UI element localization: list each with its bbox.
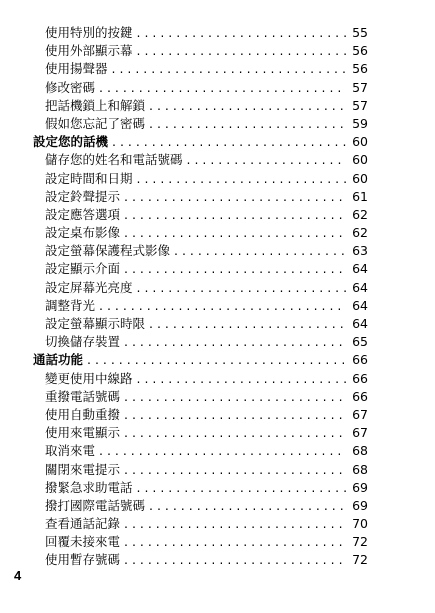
toc-entry [33,242,368,260]
toc-entry-page: 67 [352,425,368,441]
dot-leader [137,42,346,60]
toc-entry [33,497,368,515]
toc-entry-title: 設定您的話機 [33,134,109,150]
dot-leader [112,60,346,78]
toc-entry [33,315,368,333]
toc-entry-title: 把話機鎖上和解鎖 [45,97,146,113]
toc-entry-title: 查看通話記錄 [45,516,121,532]
toc-entry-title: 變更使用中線路 [45,370,133,386]
toc-entry [33,279,368,297]
dot-leader [174,242,346,260]
toc-entry [33,97,368,115]
dot-leader [124,260,346,278]
toc-entry-page: 72 [352,552,368,568]
toc-entry-page: 65 [352,334,368,350]
toc-entry [33,151,368,169]
toc-entry [33,260,368,278]
toc-entry-page: 68 [352,443,368,459]
toc-entry-page: 56 [352,61,368,77]
toc-entry [33,297,368,315]
toc-entry-page: 60 [352,134,368,150]
toc-entry-title: 設定應答選項 [45,206,121,222]
dot-leader [124,206,346,224]
toc-entry [33,370,368,388]
toc-entry-title: 使用自動重撥 [45,406,121,422]
toc-entry-page: 57 [352,97,368,113]
toc-entry [33,206,368,224]
dot-leader [149,497,346,515]
toc-entry-title: 調整背光 [45,297,96,313]
toc-section-heading [33,133,368,151]
toc-entry [33,224,368,242]
dot-leader [124,224,346,242]
toc-entry [33,170,368,188]
dot-leader [124,424,346,442]
toc-entry-title: 設定桌布影像 [45,225,121,241]
toc-entry [33,551,368,569]
dot-leader [124,515,346,533]
toc-entry-title: 設定時間和日期 [45,170,133,186]
toc-entry-page: 69 [352,479,368,495]
dot-leader [99,79,346,97]
toc-entry-page: 59 [352,115,368,131]
toc-entry-title: 使用外部顯示幕 [45,43,133,59]
dot-leader [124,533,346,551]
toc-entry-title: 使用暫存號碼 [45,552,121,568]
toc-entry-title: 撥緊急求助電話 [45,479,133,495]
toc-section-heading [33,351,368,369]
toc-entry [33,533,368,551]
toc-entry-page: 64 [352,279,368,295]
toc-entry-title: 關閉來電提示 [45,461,121,477]
toc-entry-page: 67 [352,406,368,422]
toc-entry-page: 61 [352,188,368,204]
dot-leader [124,461,346,479]
toc-entry [33,24,368,42]
toc-entry-page: 62 [352,225,368,241]
toc-entry [33,461,368,479]
toc-entry-title: 使用特別的按鍵 [45,25,133,40]
dot-leader [137,170,346,188]
toc-entry [33,115,368,133]
dot-leader [124,333,346,351]
dot-leader [124,406,346,424]
toc-entry [33,424,368,442]
toc-entry [33,406,368,424]
dot-leader [124,188,346,206]
toc-entry [33,442,368,460]
toc-entry-title: 重撥電話號碼 [45,388,121,404]
dot-leader [137,370,346,388]
toc-entry [33,388,368,406]
toc-entry-page: 66 [352,388,368,404]
toc-entry-page: 72 [352,534,368,550]
toc-entry-title: 儲存您的姓名和電話號碼 [45,152,183,168]
toc-entry [33,479,368,497]
dot-leader [149,115,346,133]
toc-entry-page: 66 [352,352,368,368]
toc-entry-title: 設定螢幕保護程式影像 [45,243,171,259]
toc-entry-page: 57 [352,79,368,95]
page-number: 4 [14,568,22,583]
dot-leader [137,279,346,297]
toc-entry-title: 回覆未接來電 [45,534,121,550]
toc-entry-title: 設定鈴聲提示 [45,188,121,204]
toc-entry-title: 設定屏幕光亮度 [45,279,133,295]
toc-entry-title: 使用來電顯示 [45,425,121,441]
dot-leader [124,388,346,406]
dot-leader [124,551,346,569]
toc-entry [33,188,368,206]
toc-entry [33,42,368,60]
toc-entry-page: 69 [352,497,368,513]
toc-entry [33,79,368,97]
toc-entry-title: 假如您忘記了密碼 [45,115,146,131]
dot-leader [99,442,346,460]
toc-entry [33,333,368,351]
toc-entry-page: 62 [352,206,368,222]
toc-entry-page: 63 [352,243,368,259]
toc-entry-page: 70 [352,516,368,532]
toc-entry [33,60,368,78]
dot-leader [112,133,346,151]
dot-leader [187,151,346,169]
toc-entry-title: 通話功能 [33,352,84,368]
toc-entry-title: 設定顯示介面 [45,261,121,277]
toc-entry-title: 設定螢幕顯示時限 [45,316,146,331]
toc-entry-page: 68 [352,461,368,477]
toc-entry-page: 60 [352,152,368,168]
dot-leader [137,24,346,42]
toc-entry-page: 56 [352,43,368,59]
toc-entry-title: 取消來電 [45,443,96,459]
toc-entry-title: 修改密碼 [45,79,96,95]
dot-leader [137,479,346,497]
table-of-contents [33,24,368,570]
toc-entry-page: 60 [352,170,368,186]
toc-entry [33,515,368,533]
dot-leader [149,315,346,333]
dot-leader [149,97,346,115]
toc-entry-page: 64 [352,316,368,331]
toc-entry-title: 使用揚聲器 [45,61,108,77]
toc-entry-page: 66 [352,370,368,386]
toc-entry-page: 55 [352,25,368,40]
dot-leader [99,297,346,315]
toc-entry-title: 切換儲存裝置 [45,334,121,350]
toc-entry-page: 64 [352,297,368,313]
toc-entry-page: 64 [352,261,368,277]
toc-entry-title: 撥打國際電話號碼 [45,497,146,513]
dot-leader [87,351,346,369]
